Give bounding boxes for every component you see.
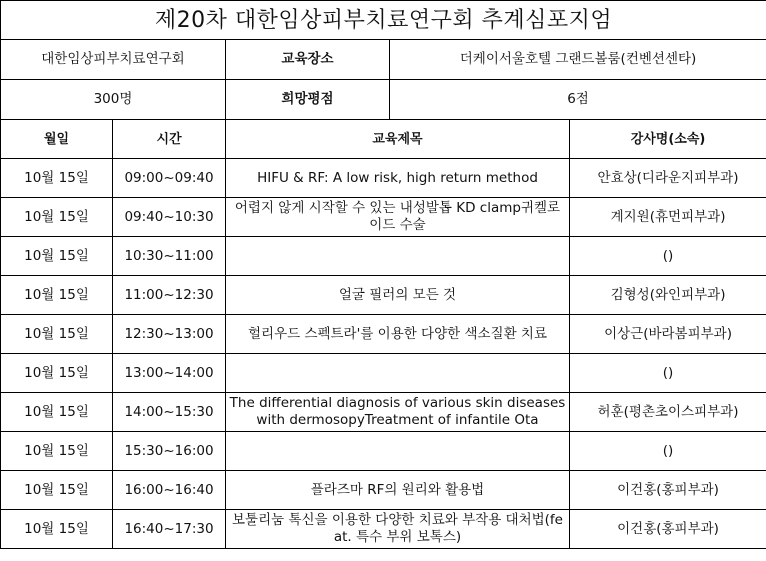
header-subject: 교육제목 — [226, 120, 570, 159]
row-lecturer: () — [570, 354, 766, 393]
row-date: 10월 15일 — [1, 510, 113, 549]
row-time: 14:00~15:30 — [113, 393, 226, 432]
table-row — [1, 237, 766, 276]
row-time: 15:30~16:00 — [113, 432, 226, 471]
organizer-value: 대한임상피부치료연구회 — [1, 40, 226, 80]
row-date: 10월 15일 — [1, 471, 113, 510]
table-row — [1, 393, 766, 432]
row-date: 10월 15일 — [1, 159, 113, 198]
table-row — [1, 471, 766, 510]
column-header-row — [1, 120, 766, 159]
row-lecturer: 이건홍(홍피부과) — [570, 471, 766, 510]
row-subject: 보툴리눔 톡신을 이용한 다양한 치료와 부작용 대처법(feat. 특수 부위 보톡스) — [226, 510, 570, 549]
row-lecturer: 계지원(휴먼피부과) — [570, 198, 766, 237]
info-row-venue — [1, 40, 766, 80]
row-subject: 어렵지 않게 시작할 수 있는 내성발톱 KD clamp귀켈로이드 수술 — [226, 198, 570, 237]
venue-value: 더케이서울호텔 그랜드볼룸(컨벤션센타) — [390, 40, 766, 80]
table-row — [1, 276, 766, 315]
header-date: 월일 — [1, 120, 113, 159]
points-label: 희망평점 — [226, 80, 390, 120]
table-row — [1, 510, 766, 549]
row-subject: 헐리우드 스펙트라'를 이용한 다양한 색소질환 치료 — [226, 315, 570, 354]
row-date: 10월 15일 — [1, 276, 113, 315]
row-date: 10월 15일 — [1, 354, 113, 393]
row-lecturer: 김형성(와인피부과) — [570, 276, 766, 315]
header-lecturer: 강사명(소속) — [570, 120, 766, 159]
row-time: 16:40~17:30 — [113, 510, 226, 549]
info-row-points — [1, 80, 766, 120]
row-lecturer: 이상근(바라봄피부과) — [570, 315, 766, 354]
row-subject — [226, 432, 570, 471]
capacity-value: 300명 — [1, 80, 226, 120]
row-lecturer: () — [570, 237, 766, 276]
row-lecturer: 허훈(평촌초이스피부과) — [570, 393, 766, 432]
title-row — [1, 1, 766, 40]
row-subject: The differential diagnosis of various skin diseases with dermosopyTreatment of infantile Ota — [226, 393, 570, 432]
row-time: 11:00~12:30 — [113, 276, 226, 315]
row-subject — [226, 354, 570, 393]
row-subject — [226, 237, 570, 276]
row-date: 10월 15일 — [1, 432, 113, 471]
table-row — [1, 354, 766, 393]
row-time: 09:00~09:40 — [113, 159, 226, 198]
row-date: 10월 15일 — [1, 237, 113, 276]
row-time: 09:40~10:30 — [113, 198, 226, 237]
row-lecturer: 이건홍(홍피부과) — [570, 510, 766, 549]
row-time: 13:00~14:00 — [113, 354, 226, 393]
venue-label: 교육장소 — [226, 40, 390, 80]
header-time: 시간 — [113, 120, 226, 159]
row-subject: 얼굴 필러의 모든 것 — [226, 276, 570, 315]
row-time: 10:30~11:00 — [113, 237, 226, 276]
row-subject: HIFU & RF: A low risk, high return method — [226, 159, 570, 198]
row-lecturer: 안효상(디라운지피부과) — [570, 159, 766, 198]
row-date: 10월 15일 — [1, 315, 113, 354]
row-date: 10월 15일 — [1, 198, 113, 237]
row-time: 12:30~13:00 — [113, 315, 226, 354]
table-row — [1, 159, 766, 198]
table-row — [1, 432, 766, 471]
points-value: 6점 — [390, 80, 766, 120]
row-time: 16:00~16:40 — [113, 471, 226, 510]
page-title: 제20차 대한임상피부치료연구회 추계심포지엄 — [1, 1, 766, 40]
table-row — [1, 315, 766, 354]
row-lecturer: () — [570, 432, 766, 471]
row-subject: 플라즈마 RF의 원리와 활용법 — [226, 471, 570, 510]
table-row — [1, 198, 766, 237]
row-date: 10월 15일 — [1, 393, 113, 432]
